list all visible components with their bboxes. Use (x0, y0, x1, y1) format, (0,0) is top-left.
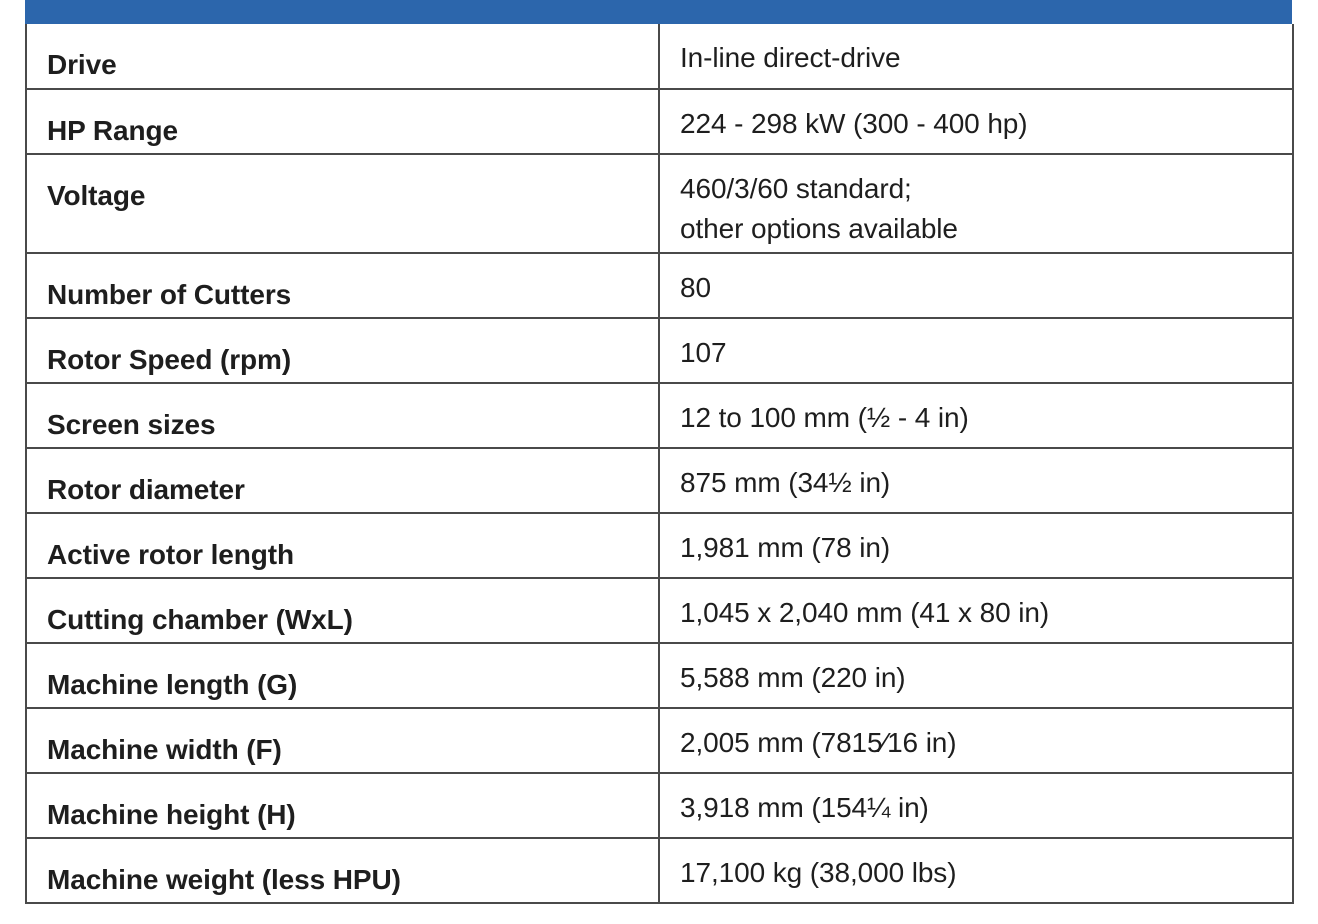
spec-value-line-1: 460/3/60 standard; (680, 173, 912, 204)
spec-table (25, 24, 1294, 904)
spec-value-cell (659, 154, 1293, 253)
spec-value-cell (659, 578, 1293, 643)
spec-value-cell (659, 643, 1293, 708)
spec-value: 107 (680, 337, 727, 368)
spec-value: 5,588 mm (220 in) (680, 662, 906, 693)
spec-value-cell (659, 89, 1293, 154)
header-bar (25, 0, 1292, 24)
spec-label-cell (26, 253, 659, 318)
spec-value-cell (659, 24, 1293, 89)
spec-value-cell (659, 253, 1293, 318)
spec-label: Machine length (G) (47, 669, 298, 700)
spec-label: Cutting chamber (WxL) (47, 604, 353, 635)
spec-table-container (25, 0, 1292, 904)
spec-value-cell (659, 708, 1293, 773)
spec-label: Rotor diameter (47, 474, 245, 505)
spec-label-cell (26, 643, 659, 708)
spec-value-cell (659, 383, 1293, 448)
spec-label-cell (26, 773, 659, 838)
spec-value: 3,918 mm (154¼ in) (680, 792, 929, 823)
spec-value: 224 - 298 kW (300 - 400 hp) (680, 108, 1028, 139)
spec-label-cell (26, 513, 659, 578)
spec-label: HP Range (47, 115, 178, 146)
spec-value-line-2: other options available (680, 213, 958, 244)
spec-value: 12 to 100 mm (½ - 4 in) (680, 402, 969, 433)
spec-value: 80 (680, 272, 711, 303)
spec-label-cell (26, 318, 659, 383)
table-row (26, 253, 1293, 318)
table-row (26, 773, 1293, 838)
spec-label-cell (26, 838, 659, 903)
spec-label: Machine height (H) (47, 799, 296, 830)
spec-value: In-line direct-drive (680, 42, 901, 73)
table-row (26, 513, 1293, 578)
table-row (26, 643, 1293, 708)
spec-value-cell (659, 318, 1293, 383)
spec-label: Voltage (47, 180, 146, 211)
table-row (26, 24, 1293, 89)
spec-value-cell (659, 448, 1293, 513)
spec-value-cell (659, 773, 1293, 838)
spec-value: 17,100 kg (38,000 lbs) (680, 857, 957, 888)
spec-label-cell (26, 578, 659, 643)
spec-label: Active rotor length (47, 539, 295, 570)
spec-value: 875 mm (34½ in) (680, 467, 891, 498)
spec-label-cell (26, 708, 659, 773)
spec-label: Number of Cutters (47, 279, 292, 310)
spec-label-cell (26, 383, 659, 448)
table-row (26, 383, 1293, 448)
table-row (26, 448, 1293, 513)
table-row (26, 318, 1293, 383)
spec-label-cell (26, 24, 659, 89)
spec-label-cell (26, 89, 659, 154)
spec-label: Machine width (F) (47, 734, 282, 765)
table-row (26, 578, 1293, 643)
spec-label-cell (26, 154, 659, 253)
table-row (26, 838, 1293, 903)
spec-label-cell (26, 448, 659, 513)
table-row (26, 89, 1293, 154)
spec-label: Rotor Speed (rpm) (47, 344, 292, 375)
table-row (26, 154, 1293, 253)
spec-label: Drive (47, 49, 117, 80)
spec-label: Screen sizes (47, 409, 216, 440)
spec-value: 1,981 mm (78 in) (680, 532, 891, 563)
table-row (26, 708, 1293, 773)
spec-value: 1,045 x 2,040 mm (41 x 80 in) (680, 597, 1050, 628)
spec-value-cell (659, 513, 1293, 578)
spec-value: 2,005 mm (7815⁄16 in) (680, 727, 957, 758)
spec-label: Machine weight (less HPU) (47, 864, 401, 895)
spec-value-cell (659, 838, 1293, 903)
